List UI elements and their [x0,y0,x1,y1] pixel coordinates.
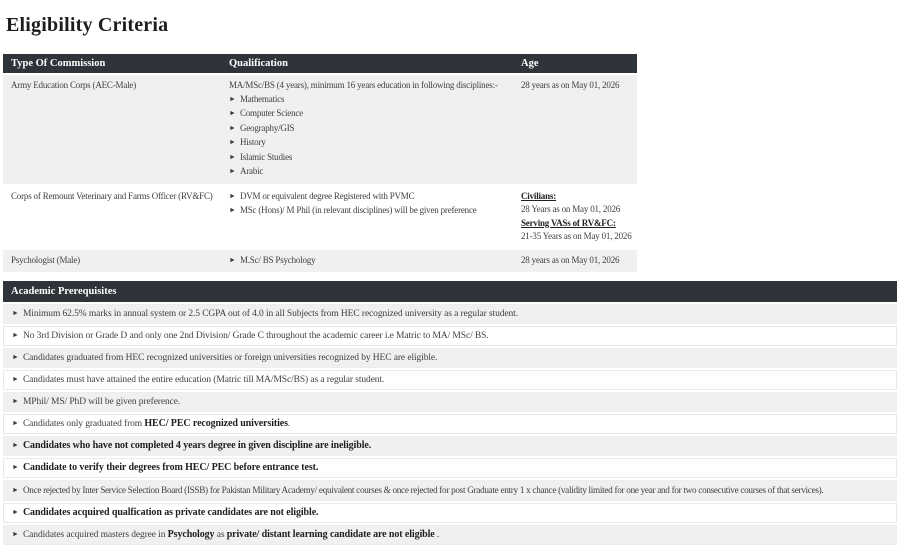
qualification-item [229,190,507,205]
prerequisite-text: Candidates only graduated from [22,419,145,429]
qualification-item [229,165,507,180]
qualification-item-text: Mathematics [239,93,285,104]
age-group-label: Serving VASs of RV&FC: [521,217,616,228]
prerequisite-item [3,480,897,501]
academic-prerequisites-header [3,281,897,302]
commission-type-cell: Psychologist (Male) [3,250,221,273]
prerequisite-text-bold: Candidates who have not completed 4 years degree in given discipline are ineligible. [22,440,372,451]
prerequisite-text: Candidates acquired masters degree in [22,530,168,540]
age-value: 28 years as on May 01, 2026 [521,80,620,90]
qualification-item-text: DVM or equivalent degree Registered with PVMC [239,190,415,201]
prerequisite-item [3,458,897,478]
qualification-item-text: Geography/GIS [239,122,295,133]
qualification-item [229,136,507,151]
bullet-arrow-icon: ► [12,441,19,449]
prerequisite-text: No 3rd Division or Grade D and only one 2nd Division/ Grade C throughout the academic career i.e Matric to MA/ MSc/ BS. [22,331,489,341]
age-value: 28 Years as on May 01, 2026 [521,204,621,214]
qualification-cell [221,250,513,273]
prerequisite-item [3,503,897,523]
bullet-arrow-icon: ► [229,94,236,103]
prerequisite-text-bold: Psychology [167,529,215,540]
qualification-cell [221,186,513,248]
prerequisite-text-bold: Candidates acquired qualfication as private candidates are not eligible. [22,507,319,518]
bullet-arrow-icon: ► [12,486,19,494]
prerequisite-text: Candidates must have attained the entire education (Matric till MA/MSc/BS) as a regular student. [22,375,385,385]
prerequisite-text: . [287,419,291,429]
bullet-arrow-icon: ► [229,152,236,161]
prerequisite-item [3,348,897,368]
bullet-arrow-icon: ► [12,508,19,516]
qualification-item-text: MSc (Hons)/ M Phil (in relevant disciplines) will be given preference [239,205,477,215]
prerequisite-text-bold: Candidate to verify their degrees from HEC/ PEC before entrance test. [22,462,319,473]
commission-type-cell: Army Education Corps (AEC-Male) [3,75,221,184]
bullet-arrow-icon: ► [229,255,236,264]
age-cell [513,75,637,184]
prerequisite-text: Candidates graduated from HEC recognized universities or foreign universities recognized by HEC are eligible. [22,353,438,363]
age-cell [513,186,637,248]
page-title: Eligibility Criteria [6,14,169,36]
commission-row [3,75,637,184]
qualification-item [229,204,507,219]
qualification-intro: MA/MSc/BS (4 years), minimum 16 years education in following disciplines:- [229,80,498,90]
qualification-item [229,107,507,122]
qualification-item-text: M.Sc/ BS Psychology [239,254,316,265]
qualification-item [229,151,507,166]
prerequisite-text: as [214,530,227,540]
commission-row [3,186,637,248]
bullet-arrow-icon: ► [12,419,19,427]
bullet-arrow-icon: ► [12,463,19,471]
bullet-arrow-icon: ► [229,191,236,200]
qualification-item-text: Islamic Studies [239,151,293,162]
prerequisite-text-bold: private/ distant learning candidate are not eligible [226,529,435,540]
prerequisite-item [3,326,897,346]
prerequisite-item [3,436,897,456]
bullet-arrow-icon: ► [229,167,236,175]
bullet-arrow-icon: ► [12,331,19,339]
prerequisite-text: Once rejected by Inter Service Selection Board (ISSB) for Pakistan Military Academy/ equivalent courses & once rejected for post Graduate entry 1 x chance (validity limited for one year and for two consecutive courses of that services). [22,485,824,495]
bullet-arrow-icon: ► [229,109,236,117]
bullet-arrow-icon: ► [229,206,236,214]
qualification-item-text: Arabic [239,166,264,176]
prerequisite-item [3,304,897,324]
prerequisite-text: MPhil/ MS/ PhD will be given preference. [22,397,181,407]
commission-row [3,250,637,273]
bullet-arrow-icon: ► [229,123,236,132]
prerequisite-item [3,525,897,545]
qualification-item [229,122,507,137]
commission-type-cell: Corps of Remount Veterinary and Farms Officer (RV&FC) [3,186,221,248]
academic-prerequisites-list [0,304,920,545]
age-cell [513,250,637,273]
prerequisite-item [3,370,897,390]
commission-table [3,52,637,274]
column-header-age: Age [513,54,637,73]
academic-prerequisites-title: Academic Prerequisites [11,286,117,297]
prerequisite-item [3,392,897,412]
qualification-cell [221,75,513,184]
prerequisite-item [3,414,897,434]
qualification-item [229,93,507,108]
bullet-arrow-icon: ► [12,309,19,317]
age-group-label: Civilians: [521,190,557,201]
age-value: 28 years as on May 01, 2026 [521,254,620,265]
column-header-qualification: Qualification [221,54,513,73]
bullet-arrow-icon: ► [229,138,236,146]
bullet-arrow-icon: ► [12,353,19,361]
qualification-item-text: Computer Science [239,108,303,118]
prerequisite-text-bold: HEC/ PEC recognized universities [144,418,288,429]
qualification-item-text: History [239,137,266,147]
bullet-arrow-icon: ► [12,375,19,383]
commission-table-header-row [3,54,637,73]
age-value: 21-35 Years as on May 01, 2026 [521,231,632,241]
column-header-type-of-commission: Type Of Commission [3,54,221,73]
bullet-arrow-icon: ► [12,397,19,405]
bullet-arrow-icon: ► [12,530,19,538]
prerequisite-text: . [434,530,440,540]
prerequisite-text: Minimum 62.5% marks in annual system or 2.5 CGPA out of 4.0 in all Subjects from HEC recognized university as a regular student. [22,309,518,319]
qualification-item [229,254,507,269]
